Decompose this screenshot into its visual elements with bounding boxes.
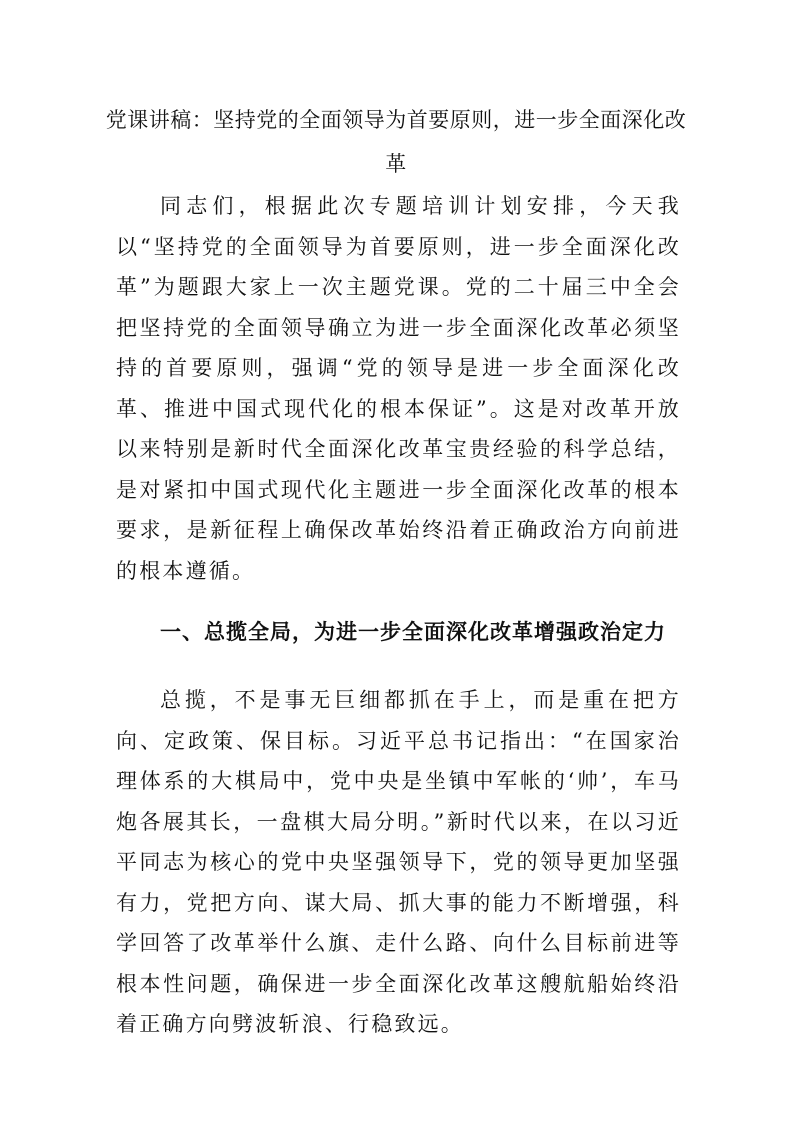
body-paragraph: 总揽，不是事无巨细都抓在手上，而是重在把方向、定政策、保目标。习近平总书记指出：“在国家治理体系的大棋局中，党中央是坐镇中军帐的‘帅’，车马炮各展其长，一盘棋大局分明。”新时代以来，在以习近平同志为核心的党中央坚强领导下，党的领导更加坚强有力，党把方向、谋大局、抓大事的能力不断增强，科学回答了改革举什么旗、走什么路、向什么目标前进等根本性问题，确保进一步全面深化改革这艘航船始终沿着正确方向劈波斩浪、行稳致远。 <box>116 688 681 1036</box>
intro-paragraph: 同志们，根据此次专题培训计划安排，今天我以“坚持党的全面领导为首要原则，进一步全面深化改革”为题跟大家上一次主题党课。党的二十届三中全会把坚持党的全面领导确立为进一步全面深化改革必须坚持的首要原则，强调“党的领导是进一步全面深化改革、推进中国式现代化的根本保证”。这是对改革开放以来特别是新时代全面深化改革宝贵经验的科学总结，是对紧扣中国式现代化主题进一步全面深化改革的根本要求，是新征程上确保改革始终沿着正确政治方向前进的根本遵循。 <box>116 194 681 583</box>
document-title: 党课讲稿：坚持党的全面领导为首要原则，进一步全面深化改革 <box>105 108 687 176</box>
section-heading: 一、总揽全局，为进一步全面深化改革增强政治定力 <box>160 620 666 644</box>
